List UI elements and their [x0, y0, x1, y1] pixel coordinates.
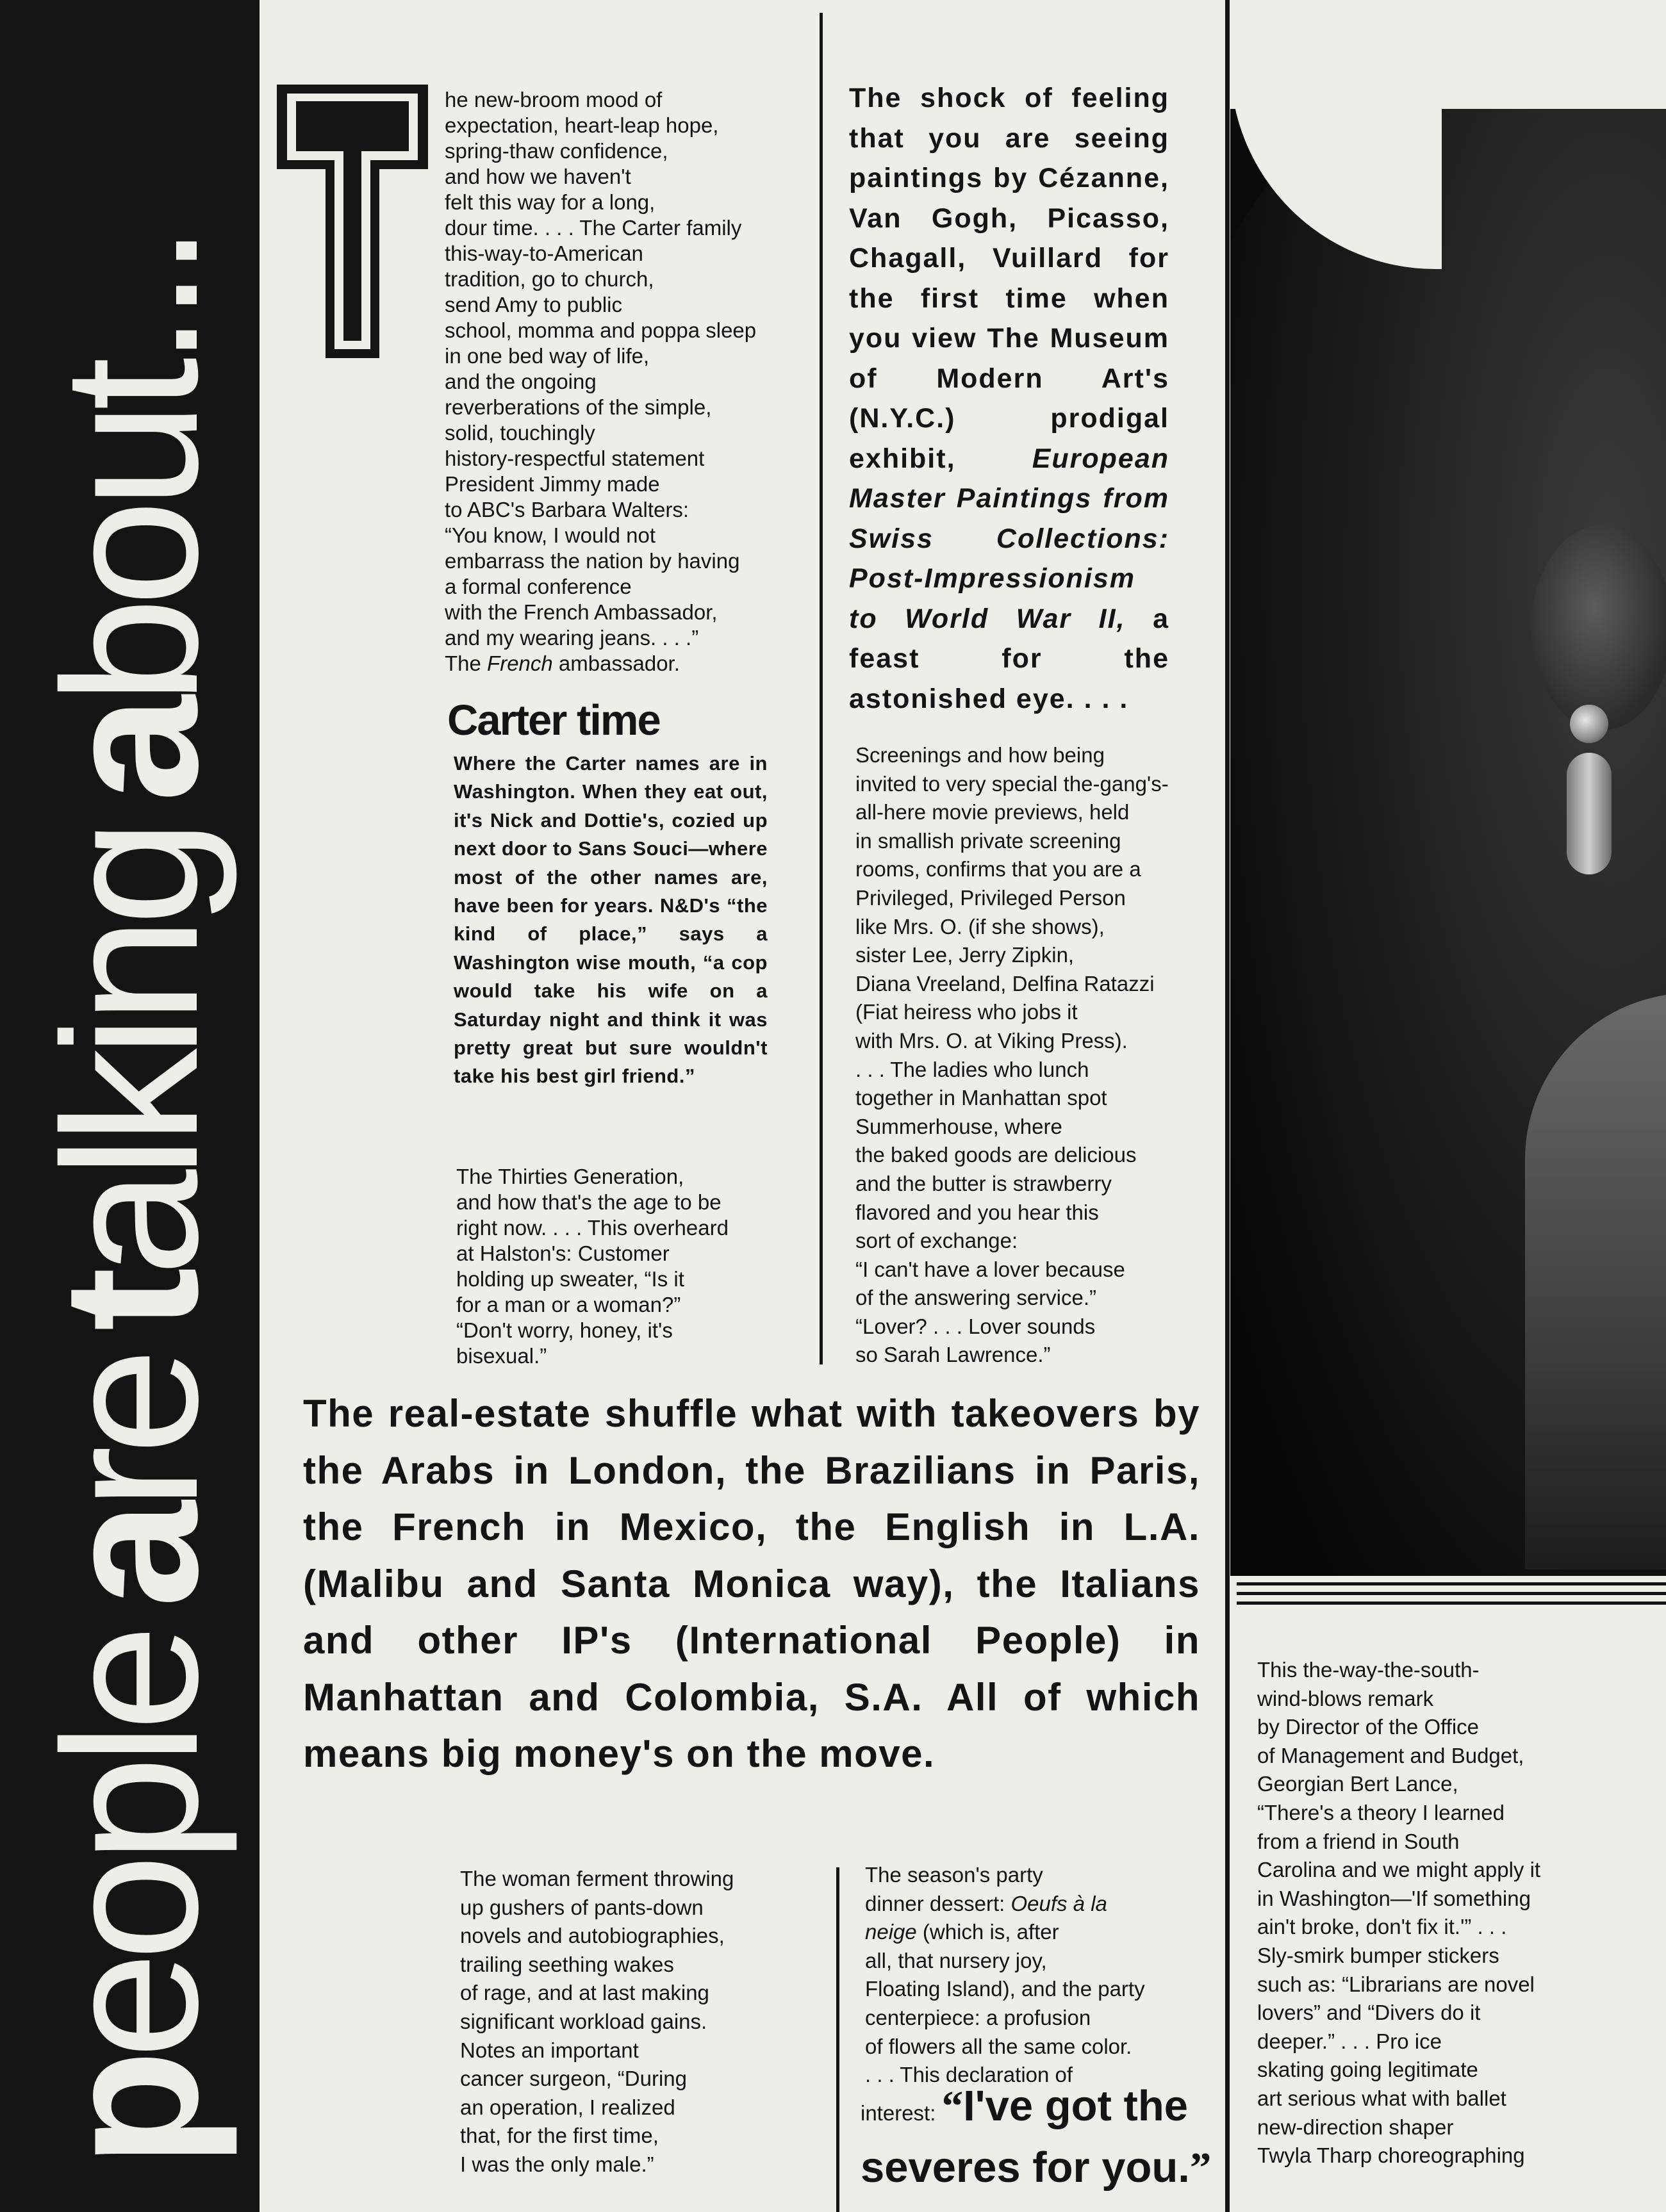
column-rule-lower	[836, 1867, 839, 2212]
photo-earring-pendant	[1567, 753, 1612, 874]
photo-shoulder	[1525, 993, 1666, 1569]
shock-paragraph	[849, 78, 1169, 719]
intro-body: he new-broom mood of expectation, heart-leap hope, spring-thaw confidence, and how we haven't felt this way for a long, dour time. . . . The Carter family this-way-to-American tradition, go to church, send Amy to public school, momma and poppa sleep in one bed way of life, and the ongoing reverberations of the simple, solid, touchingly history-respectful statement President Jimmy made to ABC's Barbara Walters: “You know, I would not embarrass the nation by having a formal conference with the French Ambassador, and my wearing jeans. . . .”	[445, 88, 757, 650]
title-letter-p: p	[22, 2058, 238, 2167]
shock-italic-title: European Master Paintings from Swiss Collections: Post-Impressionism to World War II,	[849, 443, 1169, 634]
photo-bottom-rule	[1237, 1582, 1666, 1585]
season-italic: Oeufs à la	[1010, 1891, 1107, 1915]
season-line: dinner dessert:	[865, 1891, 1011, 1915]
title-letter-t: t	[22, 1276, 238, 1332]
title-letter-a2: a	[22, 704, 238, 803]
title-word-re: re	[22, 1357, 238, 1510]
shock-tail: a feast for the astonished eye. . . .	[849, 603, 1169, 714]
season-text	[865, 1861, 1211, 2090]
photo-rule	[1225, 0, 1230, 2212]
season-line: (which is, after	[916, 1920, 1059, 1944]
realestate-paragraph: The real-estate shuffle what with takeovers by the Arabs in London, the Brazilians in Paris, the French in Mexico, the English in L.A. (Malibu and Santa Monica way), the Italians and other IP's (International People) in Manhattan and Colombia, S.A. All of which means big money's on the move.	[303, 1392, 1200, 1775]
thirties-text: The Thirties Generation, and how that's the age to be right now. . . . This overheard at Halston's: Customer holding up sweater, “Is it for a man or a woman?” “Don't worry, honey, it's bisexual.”	[456, 1165, 729, 1368]
lance-text: This the-way-the-south- wind-blows remark by Director of the Office of Management and Budget, Georgian Bert Lance, “There's a theory I learned from a friend in South Carolina and we might apply it in Washington—'If something ain't broke, don't fix it.'” . . . Sly-smirk bumper stickers such as: “Librarians are novel lovers” and “Divers do it deeper.” . . . Pro ice skating going legitimate art serious what with ballet new-direction shaper Twyla Tharp choreographing	[1257, 1658, 1541, 2168]
title-word-bout: bout...	[22, 233, 238, 705]
pull-lead: interest:	[861, 2101, 942, 2125]
title-letter-a: a	[22, 1509, 238, 1608]
season-line: The season's party	[865, 1863, 1043, 1887]
title-word-eople: eople	[22, 1633, 238, 2059]
title-band	[0, 0, 260, 2212]
intro-text	[445, 87, 823, 676]
photo-bottom-rule	[1237, 1602, 1666, 1605]
pull-open-quote: “	[941, 2083, 964, 2130]
title-word-alking: alking	[22, 828, 238, 1277]
photo-earring	[1570, 705, 1608, 743]
intro-last-pre: The	[445, 651, 488, 675]
season-italic: neige	[865, 1920, 917, 1944]
intro-last-italic: French	[487, 651, 553, 675]
vertical-title	[0, 0, 260, 2212]
photo-bottom-rule	[1237, 1592, 1666, 1595]
shock-text: The shock of feeling that you are seeing paintings by Cézanne, Van Gogh, Picasso, Chagall, Vuillard for the first time when you view The Museum of Modern Art's (N.Y.C.) prodigal exhibit,	[849, 83, 1169, 474]
drop-cap-t	[277, 85, 428, 358]
intro-last-post: ambassador.	[552, 651, 680, 675]
photo-ear	[1531, 525, 1666, 730]
pull-quote	[861, 2079, 1232, 2195]
screenings-text: Screenings and how being invited to very special the-gang's- all-here movie previews, held in smallish private screening rooms, confirms that you are a Privileged, Privileged Person like Mrs. O. (if she shows), sister Lee, Jerry Zipkin, Diana Vreeland, Delfina Ratazzi (Fiat heiress who jobs it with Mrs. O. at Viking Press). . . . The ladies who lunch together in Manhattan spot Summerhouse, where the baked goods are delicious and the butter is strawberry flavored and you hear this sort of exchange: “I can't have a lover because of the answering service.” “Lover? . . . Lover sounds so Sarah Lawrence.”	[855, 743, 1169, 1367]
section-heading-carter-time: Carter time	[447, 696, 660, 744]
pull-quote-text: I've got the severes for you.	[861, 2082, 1190, 2192]
season-rest: all, that nursery joy, Floating Island), and the party centerpiece: a profusion of flowers all the same color. . . . This declaration of	[865, 1948, 1145, 2087]
carter-body: Where the Carter names are in Washington. When they eat out, it's Nick and Dottie's, cozied up next door to Sans Souci—where most of the other names are, have been for years. N&D's “the kind of place,” says a Washington wise mouth, “a cop would take his wife on a Saturday night and think it was pretty great but sure wouldn't take his best girl friend.”	[454, 752, 768, 1088]
woman-ferment-text: The woman ferment throwing up gushers of pants-down novels and autobiographies, trailing seething wakes of rage, and at last making significant workload gains. Notes an important cancer surgeon, “During an operation, I realized that, for the first time, I was the only male.”	[460, 1867, 734, 2176]
pull-close-quote: ”	[1189, 2144, 1212, 2192]
portrait-photo	[1230, 0, 1666, 1576]
